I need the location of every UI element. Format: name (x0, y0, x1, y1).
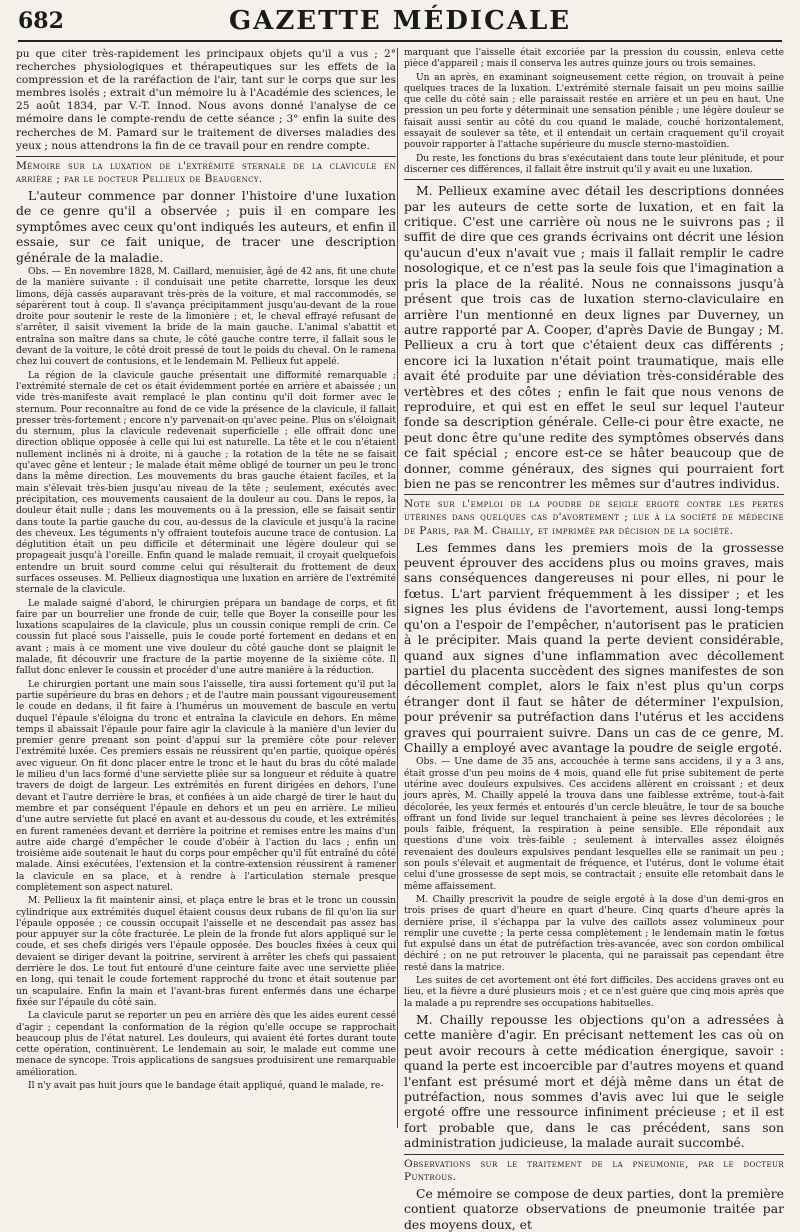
journal-title: GAZETTE MÉDICALE (228, 6, 572, 36)
body-paragraph: Les femmes dans les premiers mois de la grossesse peuvent éprouver des accidens plus ou moins graves, mais sans conséquences dangereuses ni pour elles, ni pour le fœtus. L'art parvient fréquemment à les dissiper ; et les signes les plus évidens de l'avortement, aussi long-temps qu'on a l'espoir de l'empêcher, n'autorisent pas le praticien à le précipiter. Mais quand la perte devient considérable, quand aux signes d'une inflammation avec décollement partiel du placenta succèdent des signes manifestes de son décollement complet, alors le faix n'est plus qu'un corps étranger dont il faut se hâter de déterminer l'expulsion, pour prévenir sa putréfaction dans l'utérus et les accidens graves qui pourraient suivre. Dans un cas de ce genre, M. Chailly a employé avec avantage la poudre de seigle ergoté. (404, 539, 784, 755)
separator (404, 179, 784, 180)
body-paragraph: Les suites de cet avortement ont été fort difficiles. Des accidens graves ont eu lieu, et la fièvre a duré plusieurs mois ; et ce n'est guère que cinq mois après que la malade a pu reprendre ses occupations habituelles. (404, 976, 784, 1009)
body-paragraph: marquant que l'aisselle était excoriée par la pression du coussin, enleva cette pièce d'appareil ; mais il conserva les autres quinze jours ou trois semaines. (404, 48, 784, 70)
body-paragraph: Le malade saigné d'abord, le chirurgien prépara un bandage de corps, et fit faire par un bourrelier une fronde de cuir, telle que Boyer la conseille pour les luxations scapulaires de la clavicule, plus un coussin conique rempli de crin. Ce coussin fut placé sous l'aisselle, puis le coude porté fortement en dedans et en avant ; mais à ce moment une vive douleur du côté gauche dont se plaignit le malade, fit découvrir une fracture de la partie moyenne de la sixième côte. Il fallut donc enlever le coussin et procéder d'une autre manière à la réduction. (16, 598, 396, 677)
body-paragraph: La clavicule parut se reporter un peu en arrière dès que les aides eurent cessé d'agir ; cependant la conformation de la région qu'elle occupe se rapprochait beaucoup plus de l'état naturel. Les douleurs, qui avaient été fortes durant toute cette opération, continuèrent. Le lendemain au soir, le malade eut comme une menace de syncope. Trois applications de sangsues produisirent une remarquable amélioration. (16, 1011, 396, 1078)
separator (404, 494, 784, 495)
separator (404, 1154, 784, 1155)
body-paragraph: Ce mémoire se compose de deux parties, dont la première contient quatorze observations de pneumonie traitée par des moyens doux, et (404, 1185, 784, 1232)
body-paragraph: Le chirurgien portant une main sous l'aisselle, tira aussi fortement qu'il put la partie supérieure du bras en dehors ; et de l'autre main poussant vigoureusement le coude en dedans, il fit faire à l'humérus un mouvement de bascule en vertu duquel l'épaule s'éloigna du tronc et entraîna la clavicule en dehors. En même temps il abaissait l'épaule pour faire agir la clavicule à la manière d'un levier du premier genre prenant son point d'appui sur la première côte pour relever l'extrémité luxée. Ces premiers essais ne réussirent qu'en partie, quoique opérés avec vigueur. On fit donc placer entre le tronc et le haut du bras du côté malade le milieu d'un lacs formé d'une serviette pliée sur sa longueur et réduite à quatre travers de doigt de largeur. Les extrémités en furent dirigées en dehors, l'une devant et l'autre derrière le bras, et confiées à un aide chargé de tirer le haut du membre et par conséquent l'épaule en dehors et un peu en arrière. Le milieu d'une autre serviette fut placé en avant et au-dessous du coude, et les extrémités en furent ramenées devant et derrière la poitrine et remises entre les mains d'un autre aide chargé d'empêcher le coude d'obéir à l'action du lacs ; enfin un troisième aide soutenait le haut du corps pour empêcher qu'il fût entraîné du côté malade. Ainsi exécutées, l'extension et la contre-extension réussirent à ramener la clavicule en sa place, et à rendre à l'articulation sternale presque complètement son aspect naturel. (16, 679, 396, 893)
body-paragraph: M. Chailly prescrivit la poudre de seigle ergoté à la dose d'un demi-gros en trois prises de quart d'heure en quart d'heure. Cinq quarts d'heure après la dernière prise, il s'échappa par la vulve des caillots assez volumineux pour remplir une cuvette ; la perte cessa complètement ; le lendemain matin le fœtus fut expulsé dans un état de putréfaction très-avancée, avec son cordon ombilical déchiré ; on ne put retrouver le placenta, qui ne paraissait pas cependant être resté dans la matrice. (404, 894, 784, 973)
page-header (18, 6, 782, 42)
body-paragraph: La région de la clavicule gauche présentait une difformité remarquable ; l'extrémité sternale de cet os était évidemment portée en arrière et abaissée ; un vide très-manifeste avait remplacé le plan continu qu'il doit former avec le sternum. Pour reconnaître au fond de ce vide la présence de la clavicule, il fallait presser très-fortement ; encore n'y parvenait-on qu'avec peine. Plus on s'éloignait du sternum, plus la clavicule redevenait superficielle ; elle offrait donc une direction oblique opposée à celle qui lui est naturelle. La tête et le cou n'étaient nullement inclinés ni à droite, ni à gauche ; la rotation de la tête ne se faisait qu'avec gêne et lenteur ; le malade était même obligé de tourner un peu le tronc dans la même direction. Les mouvements du bras gauche étaient faciles, et la main s'élevait très-bien jusqu'au niveau de la tête ; seulement, exécutés avec précipitation, ces mouvements causaient de la douleur au cou. Dans le repos, la douleur était nulle ; dans les mouvements ou à la pression, elle se faisait sentir dans toute la partie gauche du cou, au-dessus de la clavicule et jusqu'à la racine des cheveux. Les téguments n'y offraient toutefois aucune trace de contusion. La déglutition était un peu difficile et déterminait une légère douleur qui se propageait jusqu'à l'oreille. Enfin quand le malade remuait, il croyait quelquefois entendre un bruit sourd comme celui qui résulterait du frottement de deux surfaces osseuses. M. Pellieux diagnostiqua une luxation en arrière de l'extrémité sternale de la clavicule. (16, 370, 396, 596)
body-paragraph: M. Pellieux examine avec détail les descriptions données par les auteurs de cette sorte de luxation, et en fait la critique. C'est une carrière où nous ne le suivrons pas ; il suffit de dire que ces grands écrivains ont décrit une lésion qu'aucun d'eux n'avait vue ; mais il fallait remplir le cadre nosologique, et ce n'est pas la seule fois que l'imagination a pris la place de la réalité. Nous ne connaissons jusqu'à présent que trois cas de luxation sterno-claviculaire en arrière l'un mentionné en deux lignes par Duverney, un autre rapporté par A. Cooper, d'après Davie de Bungay ; M. Pellieux a cru à tort que c'étaient deux cas différents ; encore ici la luxation n'était point traumatique, mais elle avait été produite par une déviation très-considérable des vertèbres et des côtes ; enfin le fait que nous venons de reproduire, et qui est en effet le seul sur lequel l'auteur fonde sa description générale. Celle-ci pour être exacte, ne peut donc être qu'une redite des symptômes observés dans ce fait spécial ; encore est-ce se hâter beaucoup que de donner, comme généraux, des signes qui pourraient fort bien ne pas se rencontrer les mêmes sur d'autres individus. (404, 183, 784, 491)
body-paragraph: Un an après, en examinant soigneusement cette région, on trouvait à peine quelques traces de la luxation. L'extrémité sternale faisait un peu moins saillie que celle du côté sain ; elle paraissait restée en arrière et un peu en haut. Une pression un peu forte y déterminait une sensation pénible ; une légère douleur se faisait aussi sentir au côté du cou quand le malade, couché horizontalement, essayait de soulever sa tête, et il entendait un certain craquement qu'il croyait pouvoir rapporter à l'attache supérieure du muscle sterno-mastoïdien. (404, 72, 784, 151)
right-column (404, 48, 784, 1232)
body-paragraph: Il n'y avait pas huit jours que le bandage était appliqué, quand le malade, re- (28, 1081, 384, 1092)
separator (16, 156, 396, 157)
page-number: 682 (18, 8, 64, 34)
left-column (16, 48, 396, 1130)
note-title: Note sur l'emploi de la poudre de seigle ergoté contre les pertes utérines dans quelques cas d'avortement ; lue à la société de médecine de Paris, par M. Chailly, et imprimée par décision de la société. (404, 498, 784, 537)
observation-paragraph: Obs. — Une dame de 35 ans, accouchée à terme sans accidens, il y a 3 ans, était grosse d'un peu moins de 4 mois, quand elle fut prise subitement de perte utérine avec douleurs expulsives. Ces accidens allèrent en croissant ; et deux jours après, M. Chailly appelé la trouva dans une faiblesse extrême, tout-à-fait décolorée, les yeux fermés et entourés d'un cercle bleuâtre, le tour de sa bouche offrant un fond livide sur lequel tranchaient à peine ses lèvres décolorées ; le pouls faible, fréquent, la respiration à peine sensible. Elle répondait aux questions d'une voix très-faible ; seulement à intervalles assez éloignés revenaient des douleurs expulsives pendant lesquelles elle se ranimait un peu ; son pouls s'élevait et augmentait de fréquence, et l'utérus, dont le volume était celui d'une grossesse de sept mois, se contractait ; ensuite elle retombait dans le même affaissement. (404, 757, 784, 892)
body-paragraph: Du reste, les fonctions du bras s'exécutaient dans toute leur plénitude, et pour discerner ces différences, il fallait être instruit qu'il y avait eu une luxation. (404, 153, 784, 175)
column-divider (397, 48, 398, 1128)
observation-paragraph: Obs. — En novembre 1828, M. Caillard, menuisier, âgé de 42 ans, fit une chute de la manière suivante : il conduisait une petite charrette, lorsque les deux limons, déjà cassés auparavant très-près de la voiture, et mal raccommodés, se séparèrent tout à coup. Il s'avança précipitamment jusqu'au-devant de la roue droite pour soutenir le reste de la limonière ; et, le cheval effrayé refusant de s'arrêter, il saisit vivement la bride de la main gauche. L'animal s'abattit et entraîna son maître dans sa chute, le côté gauche contre terre, il fallait sous le devant de la voiture, le côté droit pressé de tout le poids du cheval. On le ramena chez lui couvert de contusions, et le lendemain M. Pellieux fut appelé. (16, 266, 396, 368)
memoire-intro: L'auteur commence par donner l'histoire d'une luxation de ce genre qu'il a observée ; puis il en compare les symptômes avec ceux qu'ont indiqués les auteurs, et enfin il essaie, sur ce fait unique, de tracer une description générale de la maladie. (16, 187, 396, 265)
body-paragraph: M. Pellieux la fit maintenir ainsi, et plaça entre le bras et le tronc un coussin cylindrique aux extrémités duquel étaient cousus deux rubans de fil qu'on lia sur l'épaule opposée ; ce coussin occupait l'aisselle et ne descendait pas assez bas pour appuyer sur la côte fracturée. Le plein de la fronde fut alors appliqué sur le coude, et ses chefs dirigés vers l'épaule opposée. Des boucles fixées à ceux qui devaient se diriger devant la poitrine, servirent à arrêter les chefs qui passaient derrière le dos. Le tout fut entouré d'une ceinture faite avec une serviette pliée en long, qui tenait le coude fortement rapproché du tronc et était soutenue par un scapulaire. Enfin la main et l'avant-bras furent enfermés dans une écharpe fixée sur l'épaule du côté sain. (16, 896, 396, 1008)
memoire-title: Mémoire sur la luxation de l'extrémité sternale de la clavicule en arrière ; par le docteur Pellieux de Beaugency. (16, 159, 396, 185)
intro-paragraph: pu que citer très-rapidement les principaux objets qu'il a vus ; 2° recherches physiologiques et thérapeutiques sur les effets de la compression et de la raréfaction de l'air, tant sur le corps que sur les membres isolés ; extrait d'un mémoire lu à l'Académie des sciences, le 25 août 1834, par V.-T. Innod. Nous avons donné l'analyse de ce mémoire dans le compte-rendu de cette séance ; 3° enfin la suite des recherches de M. Pamard sur le traitement de diverses maladies des yeux ; nous attendrons la fin de ce travail pour en rendre compte. (16, 48, 396, 152)
observations-title: Observations sur le traitement de la pneumonie, par le docteur Puntrous. (404, 1157, 784, 1183)
body-paragraph: M. Chailly repousse les objections qu'on a adressées à cette manière d'agir. En précisant nettement les cas où on peut avoir recours à cette médication énergique, savoir : quand la perte est incoercible par d'autres moyens et quand l'enfant est présumé mort et déjà même dans un état de putréfaction, nous sommes d'avis avec lui que le seigle ergoté offre une ressource infiniment précieuse ; et il est fort probable que, dans le cas précédent, sans son administration judicieuse, la malade aurait succombé. (404, 1011, 784, 1151)
